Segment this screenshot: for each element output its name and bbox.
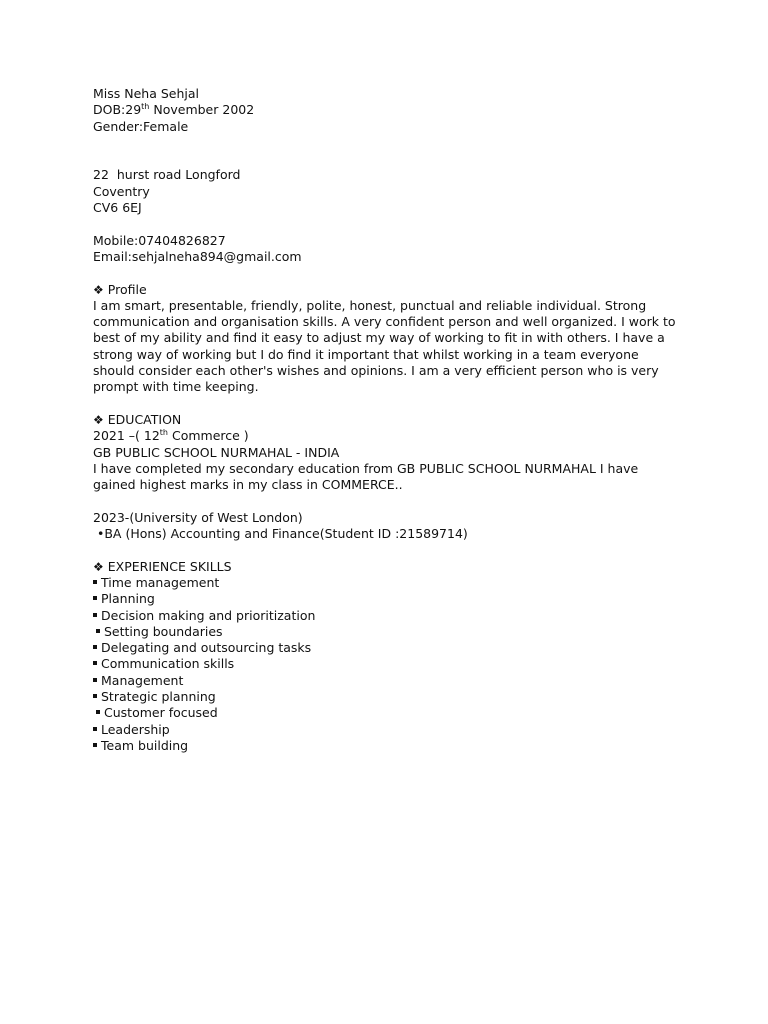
mobile-number: Mobile:07404826827 bbox=[93, 232, 226, 248]
list-item: Management bbox=[93, 673, 683, 689]
skills-list bbox=[93, 575, 683, 754]
address-postcode: CV6 6EJ bbox=[93, 200, 142, 216]
degree-detail: •BA (Hons) Accounting and Finance(Student ID :21589714) bbox=[93, 526, 468, 542]
resume-document bbox=[93, 86, 683, 754]
list-item: Time management bbox=[93, 575, 683, 591]
list-item: Communication skills bbox=[93, 656, 683, 672]
list-item: Strategic planning bbox=[93, 689, 683, 705]
address-line-2: Coventry bbox=[93, 183, 150, 199]
education-entry-2021: 2021 –( 12th Commerce ) bbox=[93, 428, 249, 444]
spacer bbox=[93, 135, 683, 168]
square-bullet-icon bbox=[93, 678, 97, 682]
list-item: Setting boundaries bbox=[93, 624, 683, 640]
square-bullet-icon bbox=[93, 580, 97, 584]
gender: Gender:Female bbox=[93, 118, 189, 134]
square-bullet-icon bbox=[93, 596, 97, 600]
education-heading: ❖ EDUCATION bbox=[93, 411, 182, 427]
spacer bbox=[93, 265, 683, 281]
school-description: I have completed my secondary education from GB PUBLIC SCHOOL NURMAHAL I have gained highest marks in my class in COMMERCE.. bbox=[93, 460, 639, 493]
profile-text: I am smart, presentable, friendly, polite, honest, punctual and reliable individual. Strong communication and organisation skills. A very confident person and well organized. I work to best of my ability and find it easy to adjust my way of working to fit in with others. I have a strong way of working but I do find it important that whilst working in a team everyone should consider each other's wishes and opinions. I am a very efficient person who is very prompt with time keeping. bbox=[93, 297, 676, 395]
square-bullet-icon bbox=[93, 613, 97, 617]
diamond-bullet-icon: ❖ bbox=[93, 559, 104, 574]
list-item: Leadership bbox=[93, 722, 683, 738]
applicant-name: Miss Neha Sehjal bbox=[93, 86, 200, 101]
address-line-1: 22 hurst road Longford bbox=[93, 167, 241, 183]
school-name: GB PUBLIC SCHOOL NURMAHAL - INDIA bbox=[93, 444, 340, 460]
date-of-birth: DOB:29th November 2002 bbox=[93, 102, 255, 118]
square-bullet-icon bbox=[93, 645, 97, 649]
square-bullet-icon bbox=[93, 661, 97, 665]
list-item: Delegating and outsourcing tasks bbox=[93, 640, 683, 656]
diamond-bullet-icon: ❖ bbox=[93, 412, 104, 427]
list-item: Planning bbox=[93, 591, 683, 607]
square-bullet-icon bbox=[93, 743, 97, 747]
square-bullet-icon bbox=[93, 694, 97, 698]
square-bullet-icon bbox=[96, 629, 100, 633]
experience-heading: ❖ EXPERIENCE SKILLS bbox=[93, 558, 232, 574]
spacer bbox=[93, 542, 683, 558]
education-entry-2023: 2023-(University of West London) bbox=[93, 509, 303, 525]
list-item: Team building bbox=[93, 738, 683, 754]
email-address: Email:sehjalneha894@gmail.com bbox=[93, 248, 302, 264]
list-item: Customer focused bbox=[93, 705, 683, 721]
square-bullet-icon bbox=[93, 727, 97, 731]
spacer bbox=[93, 216, 683, 232]
spacer bbox=[93, 396, 683, 412]
square-bullet-icon bbox=[96, 710, 100, 714]
list-item: Decision making and prioritization bbox=[93, 608, 683, 624]
spacer bbox=[93, 493, 683, 509]
profile-heading: ❖ Profile bbox=[93, 281, 147, 297]
diamond-bullet-icon: ❖ bbox=[93, 282, 104, 297]
